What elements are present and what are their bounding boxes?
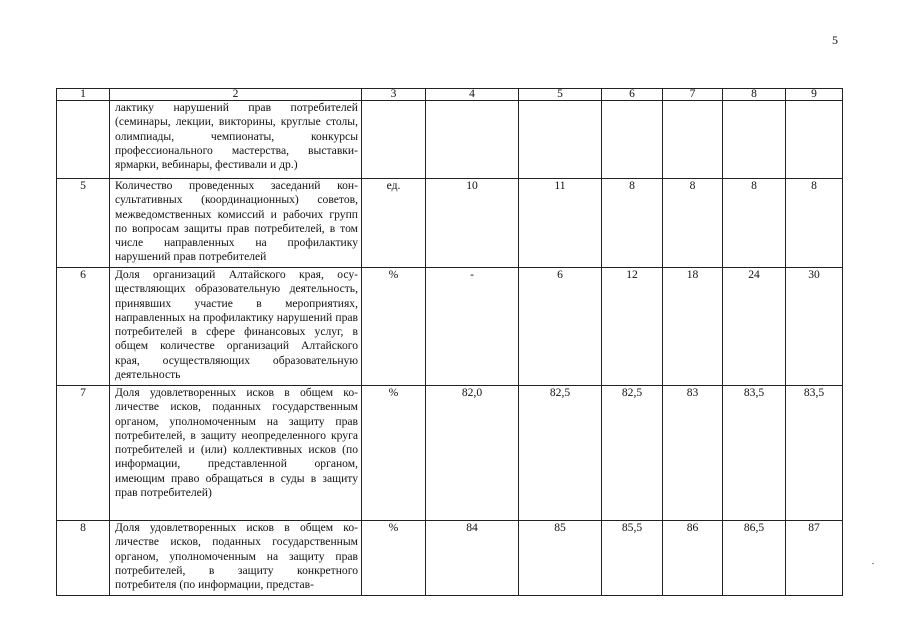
row-number-cell: 7 xyxy=(57,386,110,521)
header-cell: 5 xyxy=(519,89,602,101)
value-cell: 82,5 xyxy=(519,386,602,521)
unit-cell xyxy=(362,101,426,179)
indicator-description: лактику нарушений прав потребителей (семинары, лекции, викторины, круглые столы, олимпиады, чемпионаты, конкурсы профессионального мастерства, выставки-ярмарки, вебинары, фестивали и др.) xyxy=(110,101,362,179)
indicator-description: Доля удовлетворенных исков в общем количестве исков, поданных государственным органом, уполномоченным на защиту прав потребителей, в защиту неопределенного круга потребителей и (или) коллективных исков (по информации, представленной органом, имеющим право обращаться в суды в защиту прав потребителей) xyxy=(110,386,362,521)
header-cell: 3 xyxy=(362,89,426,101)
value-cell: 86,5 xyxy=(723,521,786,596)
table-row xyxy=(57,386,843,521)
indicator-table xyxy=(56,88,843,596)
value-cell: 10 xyxy=(426,179,519,268)
indicator-description: Доля удовлетворенных исков в общем количестве исков, поданных государственным органом, уполномоченным на защиту прав потребителей, в защиту конкретного потребителя (по информации, представ- xyxy=(110,521,362,596)
table-row xyxy=(57,521,843,596)
row-number-cell xyxy=(57,101,110,179)
unit-cell: % xyxy=(362,521,426,596)
value-cell: 6 xyxy=(519,268,602,386)
value-cell: 86 xyxy=(663,521,723,596)
value-cell: 85 xyxy=(519,521,602,596)
value-cell xyxy=(786,101,843,179)
value-cell: - xyxy=(426,268,519,386)
value-cell: 82,0 xyxy=(426,386,519,521)
unit-cell: ед. xyxy=(362,179,426,268)
value-cell: 83,5 xyxy=(723,386,786,521)
header-cell: 8 xyxy=(723,89,786,101)
unit-cell: % xyxy=(362,268,426,386)
indicator-description: Доля организаций Алтайского края, осуществляющих образовательную деятельность, принявших участие в мероприятиях, направленных на профилактику нарушений прав потребителей в сфере финансовых услуг, в общем количестве организаций Алтайского края, осуществляющих образовательную деятельность xyxy=(110,268,362,386)
header-cell: 9 xyxy=(786,89,843,101)
table-row xyxy=(57,179,843,268)
value-cell: 12 xyxy=(602,268,663,386)
value-cell: 30 xyxy=(786,268,843,386)
value-cell xyxy=(426,101,519,179)
value-cell: 11 xyxy=(519,179,602,268)
value-cell xyxy=(723,101,786,179)
value-cell: 24 xyxy=(723,268,786,386)
unit-cell: % xyxy=(362,386,426,521)
header-cell: 1 xyxy=(57,89,110,101)
row-number-cell: 8 xyxy=(57,521,110,596)
row-number-cell: 5 xyxy=(57,179,110,268)
header-cell: 4 xyxy=(426,89,519,101)
value-cell: 8 xyxy=(663,179,723,268)
table-header-row xyxy=(57,89,843,101)
value-cell: 82,5 xyxy=(602,386,663,521)
value-cell: 8 xyxy=(786,179,843,268)
row-number-cell: 6 xyxy=(57,268,110,386)
scan-speck xyxy=(872,563,874,564)
value-cell: 85,5 xyxy=(602,521,663,596)
value-cell xyxy=(519,101,602,179)
header-cell: 6 xyxy=(602,89,663,101)
value-cell xyxy=(663,101,723,179)
indicator-description: Количество проведенных заседаний консультативных (координационных) советов, межведомственных комиссий и рабочих групп по вопросам защиты прав потребителей, в том числе направленных на профилактику нарушений прав потребителей xyxy=(110,179,362,268)
page-number: 5 xyxy=(832,33,838,47)
value-cell: 8 xyxy=(602,179,663,268)
value-cell: 83,5 xyxy=(786,386,843,521)
table-row xyxy=(57,101,843,179)
header-cell: 2 xyxy=(110,89,362,101)
value-cell: 8 xyxy=(723,179,786,268)
value-cell: 83 xyxy=(663,386,723,521)
table-row xyxy=(57,268,843,386)
value-cell xyxy=(602,101,663,179)
value-cell: 18 xyxy=(663,268,723,386)
value-cell: 84 xyxy=(426,521,519,596)
value-cell: 87 xyxy=(786,521,843,596)
header-cell: 7 xyxy=(663,89,723,101)
